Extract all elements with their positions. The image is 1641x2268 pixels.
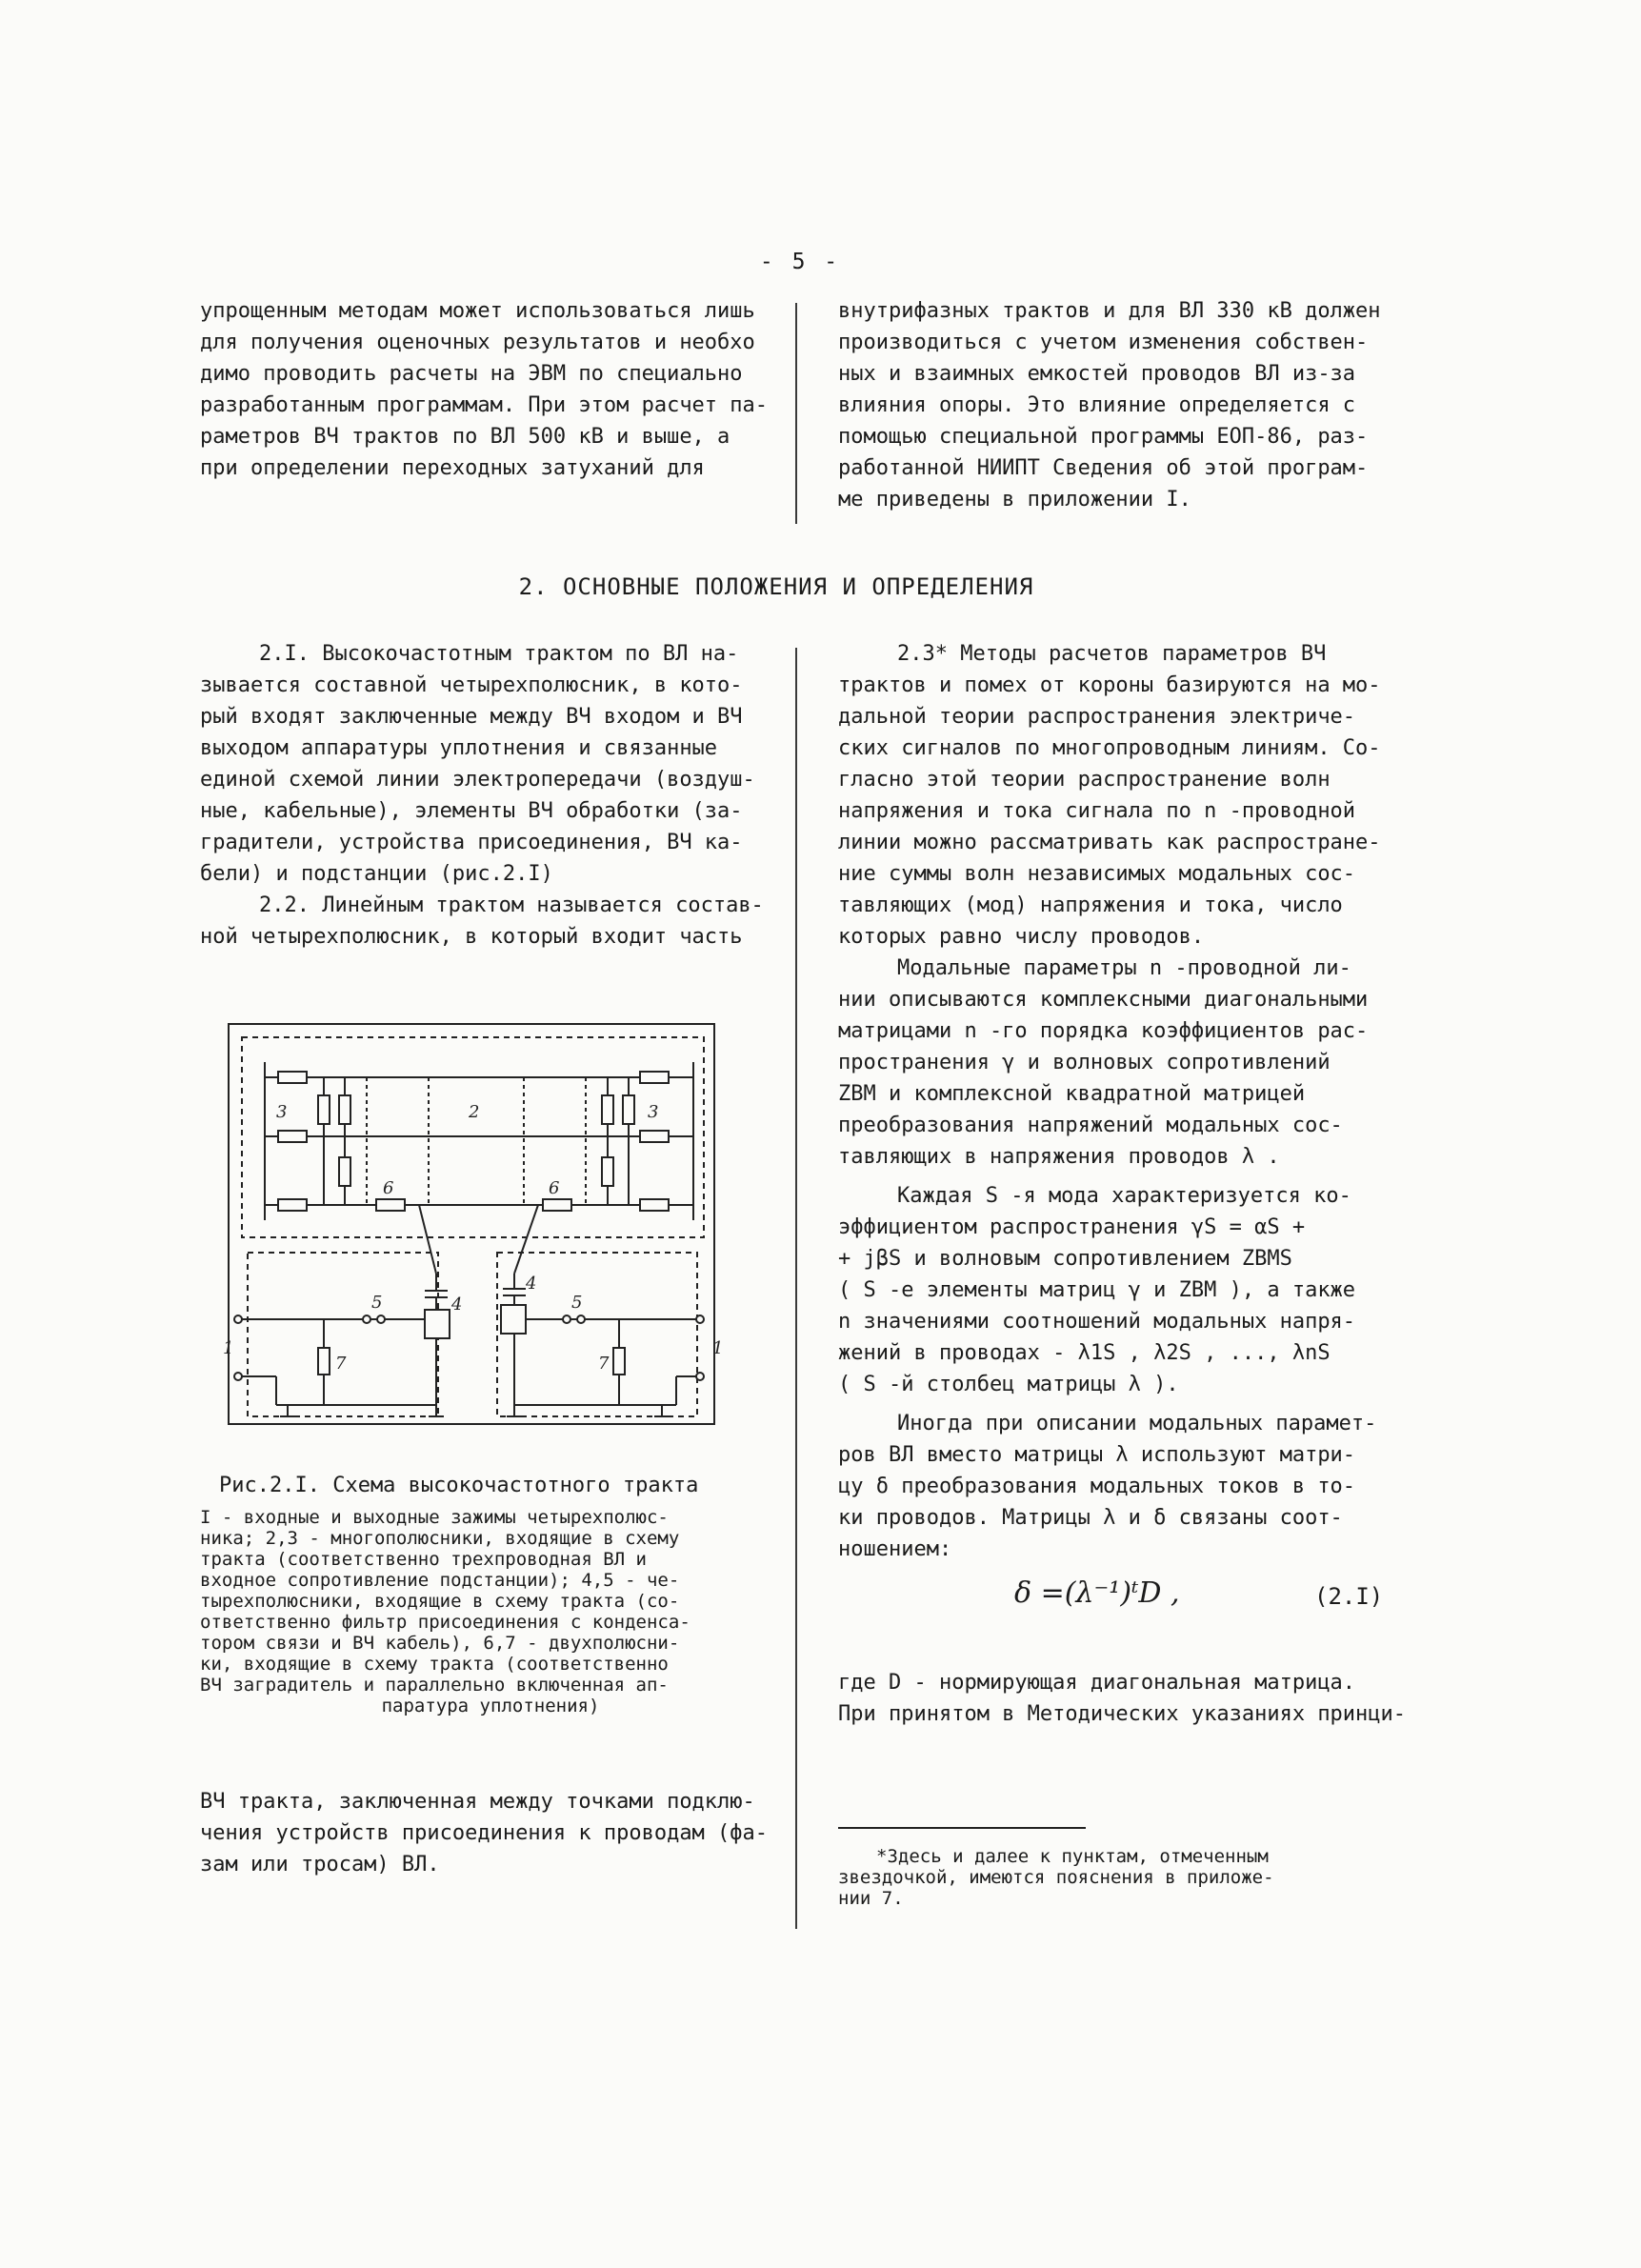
text-line: при определении переходных затуханий для [200, 456, 705, 480]
footnote-line: нии 7. [838, 1888, 904, 1909]
text-line: ров ВЛ вместо матрицы λ используют матри- [838, 1443, 1356, 1467]
text-line: ZВМ и комплексной квадратной матрицей [838, 1082, 1306, 1106]
page-number: - 5 - [759, 250, 841, 274]
text-line: гласно этой теории распространение волн [838, 768, 1331, 792]
text-line: градители, устройства присоединения, ВЧ ка- [200, 831, 743, 854]
text-line: зывается составной четырехполюсник, в кото- [200, 673, 743, 697]
label-1-right: 1 [712, 1338, 724, 1358]
text-line: для получения оценочных результатов и необхо [200, 331, 755, 354]
label-2: 2 [469, 1102, 480, 1122]
label-7-left: 7 [335, 1354, 347, 1374]
text-line: ношением: [838, 1537, 952, 1561]
label-1-left: 1 [223, 1338, 234, 1358]
text-line: раметров ВЧ трактов по ВЛ 500 кВ и выше, а [200, 425, 730, 449]
text-line: цу δ преобразования модальных токов в то- [838, 1475, 1356, 1498]
caption-line: ВЧ заградитель и параллельно включенная ап- [200, 1675, 669, 1696]
text-line: n значениями соотношений модальных напря- [838, 1310, 1356, 1334]
text-line: помощью специальной программы ЕОП-86, раз- [838, 425, 1369, 449]
caption-line: ника; 2,3 - многополюсники, входящие в схему [200, 1528, 680, 1549]
text-line: упрощенным методам может использоваться лишь [200, 299, 755, 323]
figure-caption-title: Рис.2.I. Схема высокочастотного тракта [219, 1474, 699, 1497]
text-line: ВЧ тракта, заключенная между точками подклю- [200, 1790, 755, 1814]
text-line: 2.2. Линейным трактом называется состав- [259, 893, 764, 917]
text-line: внутрифазных трактов и для ВЛ 330 кВ должен [838, 299, 1381, 323]
column-divider [795, 648, 797, 1929]
left-bottom-column [200, 1786, 768, 1880]
text-line: чения устройств присоединения к проводам (фа- [200, 1821, 769, 1845]
caption-line: тырехполюсники, входящие в схему тракта (со- [200, 1591, 680, 1612]
label-4-left: 4 [451, 1295, 463, 1315]
footnote-line: звездочкой, имеются пояснения в приложе- [838, 1867, 1274, 1888]
caption-line: I - входные и выходные зажимы четырехполюс- [200, 1507, 669, 1528]
label-6-left: 6 [383, 1178, 394, 1198]
text-line: димо проводить расчеты на ЭВМ по специально [200, 362, 743, 386]
text-line: ной четырехполюсник, в который входит часть [200, 925, 743, 949]
text-line: рый входят заключенные между ВЧ входом и ВЧ [200, 705, 743, 729]
text-line: нии описываются комплексными диагональными [838, 988, 1369, 1012]
caption-line: ки, входящие в схему тракта (соответственно [200, 1654, 669, 1675]
text-line: пространения γ и волновых сопротивлений [838, 1051, 1331, 1074]
text-line: напряжения и тока сигнала по n -проводной [838, 799, 1356, 823]
top-right-column [838, 295, 1381, 515]
text-line: ( S -е элементы матриц γ и ZВМ ), а также [838, 1278, 1356, 1302]
label-7-right: 7 [598, 1354, 610, 1374]
text-line: тавляющих в напряжения проводов λ . [838, 1145, 1280, 1169]
text-line: где D - нормирующая диагональная матрица. [838, 1671, 1356, 1695]
section-title: 2. ОСНОВНЫЕ ПОЛОЖЕНИЯ И ОПРЕДЕЛЕНИЯ [518, 573, 1034, 600]
text-line: + jβS и волновым сопротивлением ZВМS [838, 1247, 1292, 1271]
text-line: линии можно рассматривать как распростране- [838, 831, 1381, 854]
column-divider [795, 303, 797, 524]
label-5-right: 5 [571, 1293, 583, 1313]
text-line: 2.3* Методы расчетов параметров ВЧ [897, 642, 1327, 666]
formula-number: (2.I) [1314, 1583, 1384, 1610]
text-line: дальной теории распространения электриче- [838, 705, 1356, 729]
text-line: ные, кабельные), элементы ВЧ обработки (за- [200, 799, 743, 823]
text-line: разработанным программам. При этом расчет па- [200, 393, 769, 417]
text-line: единой схемой линии электропередачи (воздуш- [200, 768, 755, 792]
text-line: ских сигналов по многопроводным линиям. Со- [838, 736, 1381, 760]
text-line: тавляющих (мод) напряжения и тока, число [838, 893, 1343, 917]
text-line: ме приведены в приложении I. [838, 488, 1191, 512]
footnote-line: *Здесь и далее к пунктам, отмеченным [876, 1846, 1269, 1867]
text-line: работанной НИИПТ Сведения об этой програм- [838, 456, 1369, 480]
text-line: Иногда при описании модальных парамет- [897, 1412, 1377, 1435]
text-line: преобразования напряжений модальных сос- [838, 1114, 1343, 1137]
top-left-column [200, 295, 768, 484]
circuit-diagram [223, 1024, 724, 1443]
left-column [200, 638, 764, 953]
text-line: При принятом в Методических указаниях принци- [838, 1702, 1407, 1726]
text-line: жений в проводах - λ1S , λ2S , ..., λnS [838, 1341, 1331, 1365]
figure-caption-body [200, 1507, 781, 1716]
text-line: производиться с учетом изменения собствен- [838, 331, 1369, 354]
text-line: Каждая S -я мода характеризуется ко- [897, 1184, 1351, 1208]
text-line: ных и взаимных емкостей проводов ВЛ из-за [838, 362, 1356, 386]
label-3-right: 3 [648, 1102, 659, 1122]
text-line: ние суммы волн независимых модальных сос- [838, 862, 1356, 886]
text-line: 2.I. Высокочастотным трактом по ВЛ на- [259, 642, 739, 666]
caption-line: ответственно фильтр присоединения с конденса- [200, 1612, 690, 1633]
text-line: выходом аппаратуры уплотнения и связанные [200, 736, 718, 760]
text-line: ( S -й столбец матрицы λ ). [838, 1373, 1179, 1396]
label-4-right: 4 [526, 1274, 537, 1294]
footnote [838, 1846, 1274, 1909]
text-line: которых равно числу проводов. [838, 925, 1205, 949]
label-6-right: 6 [549, 1178, 560, 1198]
text-line: влияния опоры. Это влияние определяется с [838, 393, 1356, 417]
caption-line: тором связи и ВЧ кабель), 6,7 - двухполюсни- [200, 1633, 680, 1654]
label-5-left: 5 [371, 1293, 383, 1313]
right-column-after-formula [838, 1667, 1406, 1730]
formula: δ =(λ⁻¹)ᵗD , [1014, 1576, 1180, 1610]
text-line: Модальные параметры n -проводной ли- [897, 956, 1351, 980]
caption-line: тракта (соответственно трехпроводная ВЛ и [200, 1549, 647, 1570]
text-line: матрицами n -го порядка коэффициентов рас- [838, 1019, 1369, 1043]
text-line: бели) и подстанции (рис.2.I) [200, 862, 553, 886]
caption-line: входное сопротивление подстанции); 4,5 - че- [200, 1570, 680, 1591]
text-line: трактов и помех от короны базируются на мо- [838, 673, 1381, 697]
right-column [838, 638, 1381, 1565]
text-line: ки проводов. Матрицы λ и δ связаны соот- [838, 1506, 1343, 1530]
footnote-rule [838, 1827, 1086, 1829]
caption-line: паратура уплотнения) [381, 1696, 600, 1716]
label-3-left: 3 [276, 1102, 288, 1122]
text-line: эффициентом распространения γS = αS + [838, 1215, 1306, 1239]
text-line: зам или тросам) ВЛ. [200, 1853, 440, 1877]
